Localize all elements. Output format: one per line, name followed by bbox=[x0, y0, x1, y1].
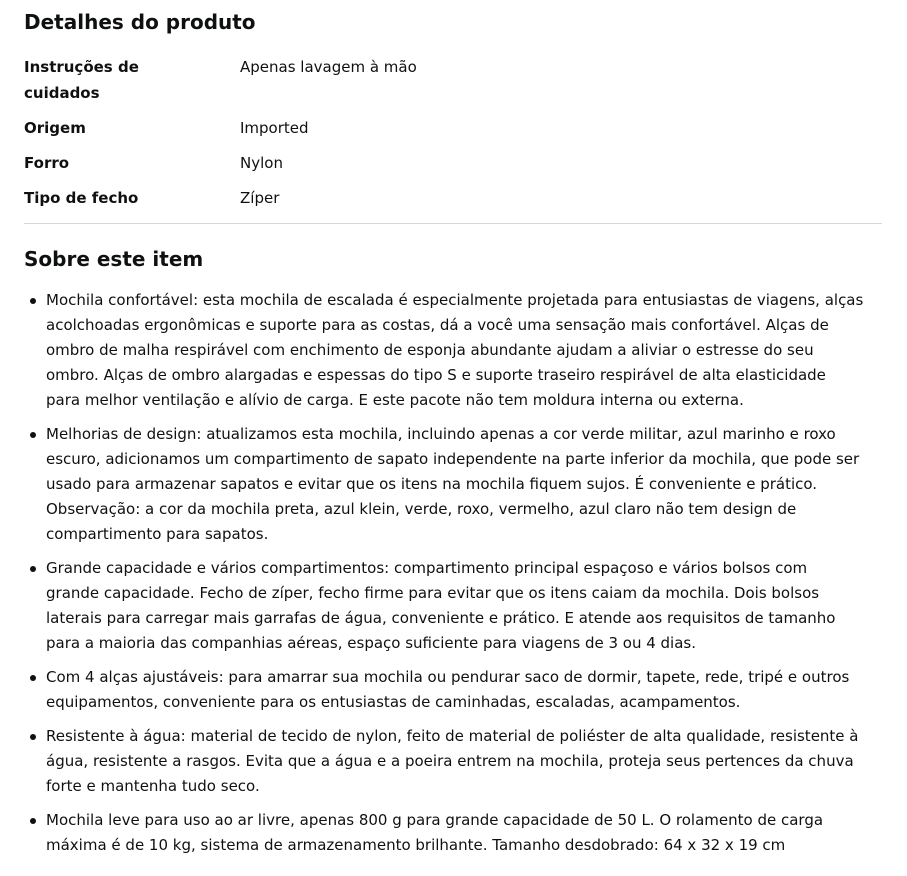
detail-row-closure bbox=[24, 185, 584, 211]
bullet-dot-icon bbox=[30, 566, 36, 572]
bullet-text: Melhorias de design: atualizamos esta mochila, incluindo apenas a cor verde militar, azul marinho e roxo escuro, adicionamos um compartimento de sapato independente na parte inferior da mochila, que pode ser usado para armazenar sapatos e evitar que os itens na mochila fiquem sujos. É conveniente e prático. Observação: a cor da mochila preta, azul klein, verde, roxo, vermelho, azul claro não tem design de compartimento para sapatos. bbox=[46, 425, 860, 543]
bullet-text: Mochila confortável: esta mochila de escalada é especialmente projetada para entusiastas de viagens, alças acolchoadas ergonômicas e suporte para as costas, dá a você uma sensação mais confortável. Alças de ombro de malha respirável com enchimento de esponja abundante ajudam a aliviar o estresse do seu ombro. Alças de ombro alargadas e espessas do tipo S e suporte traseiro respirável de alta elasticidade para melhor ventilação e alívio de carga. E este pacote não tem moldura interna ou externa. bbox=[46, 291, 864, 409]
bullet-dot-icon bbox=[30, 675, 36, 681]
list-item bbox=[24, 288, 864, 413]
list-item bbox=[24, 422, 864, 547]
list-item bbox=[24, 724, 864, 799]
detail-row-origin bbox=[24, 115, 584, 141]
detail-value: Imported bbox=[240, 119, 309, 137]
bullet-dot-icon bbox=[30, 298, 36, 304]
bullet-dot-icon bbox=[30, 818, 36, 824]
about-item-title: Sobre este item bbox=[24, 247, 204, 271]
product-details-table bbox=[24, 54, 584, 211]
detail-label: Origem bbox=[24, 119, 86, 137]
product-details-title: Detalhes do produto bbox=[24, 10, 256, 34]
bullet-text: Mochila leve para uso ao ar livre, apenas 800 g para grande capacidade de 50 L. O rolamento de carga máxima é de 10 kg, sistema de armazenamento brilhante. Tamanho desdobrado: 64 x 32 x 19 cm bbox=[46, 811, 824, 854]
detail-value: Apenas lavagem à mão bbox=[240, 58, 417, 76]
bullet-text: Resistente à água: material de tecido de nylon, feito de material de poliéster de alta qualidade, resistente à água, resistente a rasgos. Evita que a água e a poeira entrem na mochila, proteja seus pertences da chuva forte e mantenha tudo seco. bbox=[46, 727, 859, 795]
detail-label: Instruções de cuidados bbox=[24, 58, 139, 102]
detail-label: Tipo de fecho bbox=[24, 189, 139, 207]
bullet-dot-icon bbox=[30, 734, 36, 740]
detail-row-care bbox=[24, 54, 584, 106]
list-item bbox=[24, 808, 864, 858]
bullet-dot-icon bbox=[30, 432, 36, 438]
about-bullet-list bbox=[24, 288, 864, 858]
section-divider bbox=[24, 223, 882, 224]
bullet-text: Grande capacidade e vários compartimentos: compartimento principal espaçoso e vários bolsos com grande capacidade. Fecho de zíper, fecho firme para evitar que os itens caiam da mochila. Dois bolsos laterais para carregar mais garrafas de água, conveniente e prático. E atende aos requisitos de tamanho para a maioria das companhias aéreas, espaço suficiente para viagens de 3 ou 4 dias. bbox=[46, 559, 836, 652]
detail-label: Forro bbox=[24, 154, 70, 172]
bullet-text: Com 4 alças ajustáveis: para amarrar sua mochila ou pendurar saco de dormir, tapete, rede, tripé e outros equipamentos, conveniente para os entusiastas de caminhadas, escaladas, acampamentos. bbox=[46, 668, 850, 711]
list-item bbox=[24, 665, 864, 715]
detail-value: Zíper bbox=[240, 189, 280, 207]
detail-value: Nylon bbox=[240, 154, 283, 172]
detail-row-lining bbox=[24, 150, 584, 176]
list-item bbox=[24, 556, 864, 656]
